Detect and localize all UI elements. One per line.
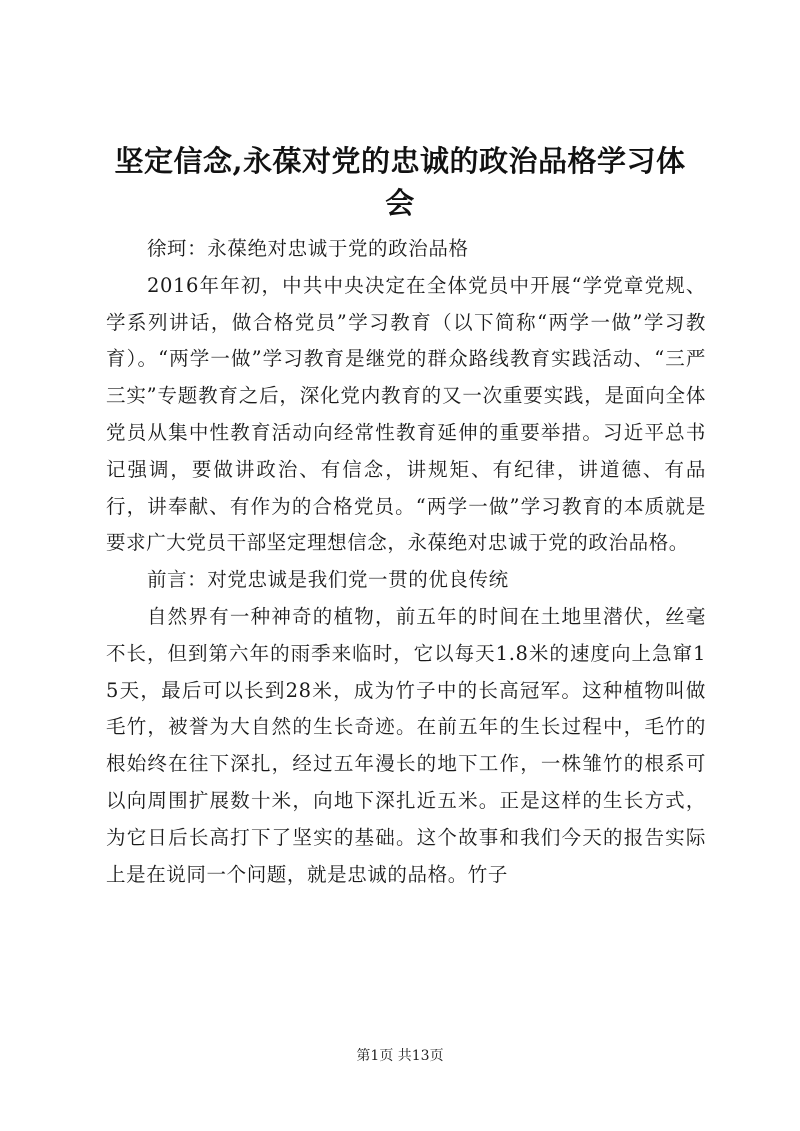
author-line: 徐珂：永葆绝对忠诚于党的政治品格 [146,237,469,260]
body-paragraph: 自然界有一种神奇的植物，前五年的时间在土地里潜伏，丝毫不长，但到第六年的雨季来临时，它以每天1.8米的速度向上急窜15天，最后可以长到28米，成为竹子中的长高冠军。这种植物叫做毛竹，被誉为大自然的生长奇迹。在前五年的生长过程中，毛竹的根始终在往下深扎，经过五年漫长的地下工作，一株雏竹的根系可以向周围扩展数十米，向地下深扎近五米。正是这样的生长方式，为它日后长高打下了坚实的基础。这个故事和我们今天的报告实际上是在说同一个问题，就是忠诚的品格。竹子 [106,604,706,886]
page-number: 第1页 共13页 [356,1048,444,1064]
section-heading: 前言：对党忠诚是我们党一贯的优良传统 [146,568,509,592]
document-title: 坚定信念,永葆对党的忠诚的政治品格学习体会 [114,144,686,220]
page-footer [0,1045,800,1065]
intro-paragraph: 2016年年初，中共中央决定在全体党员中开展“学党章党规、学系列讲话，做合格党员”学习教育（以下简称“两学一做”学习教育）。“两学一做”学习教育是继党的群众路线教育实践活动、“三严三实”专题教育之后，深化党内教育的又一次重要实践，是面向全体党员从集中性教育活动向经常性教育延伸的重要举措。习近平总书记强调，要做讲政治、有信念，讲规矩、有纪律，讲道德、有品行，讲奉献、有作为的合格党员。“两学一做”学习教育的本质就是要求广大党员干部坚定理想信念，永葆绝对忠诚于党的政治品格。 [106,273,706,555]
document-body [106,231,706,893]
